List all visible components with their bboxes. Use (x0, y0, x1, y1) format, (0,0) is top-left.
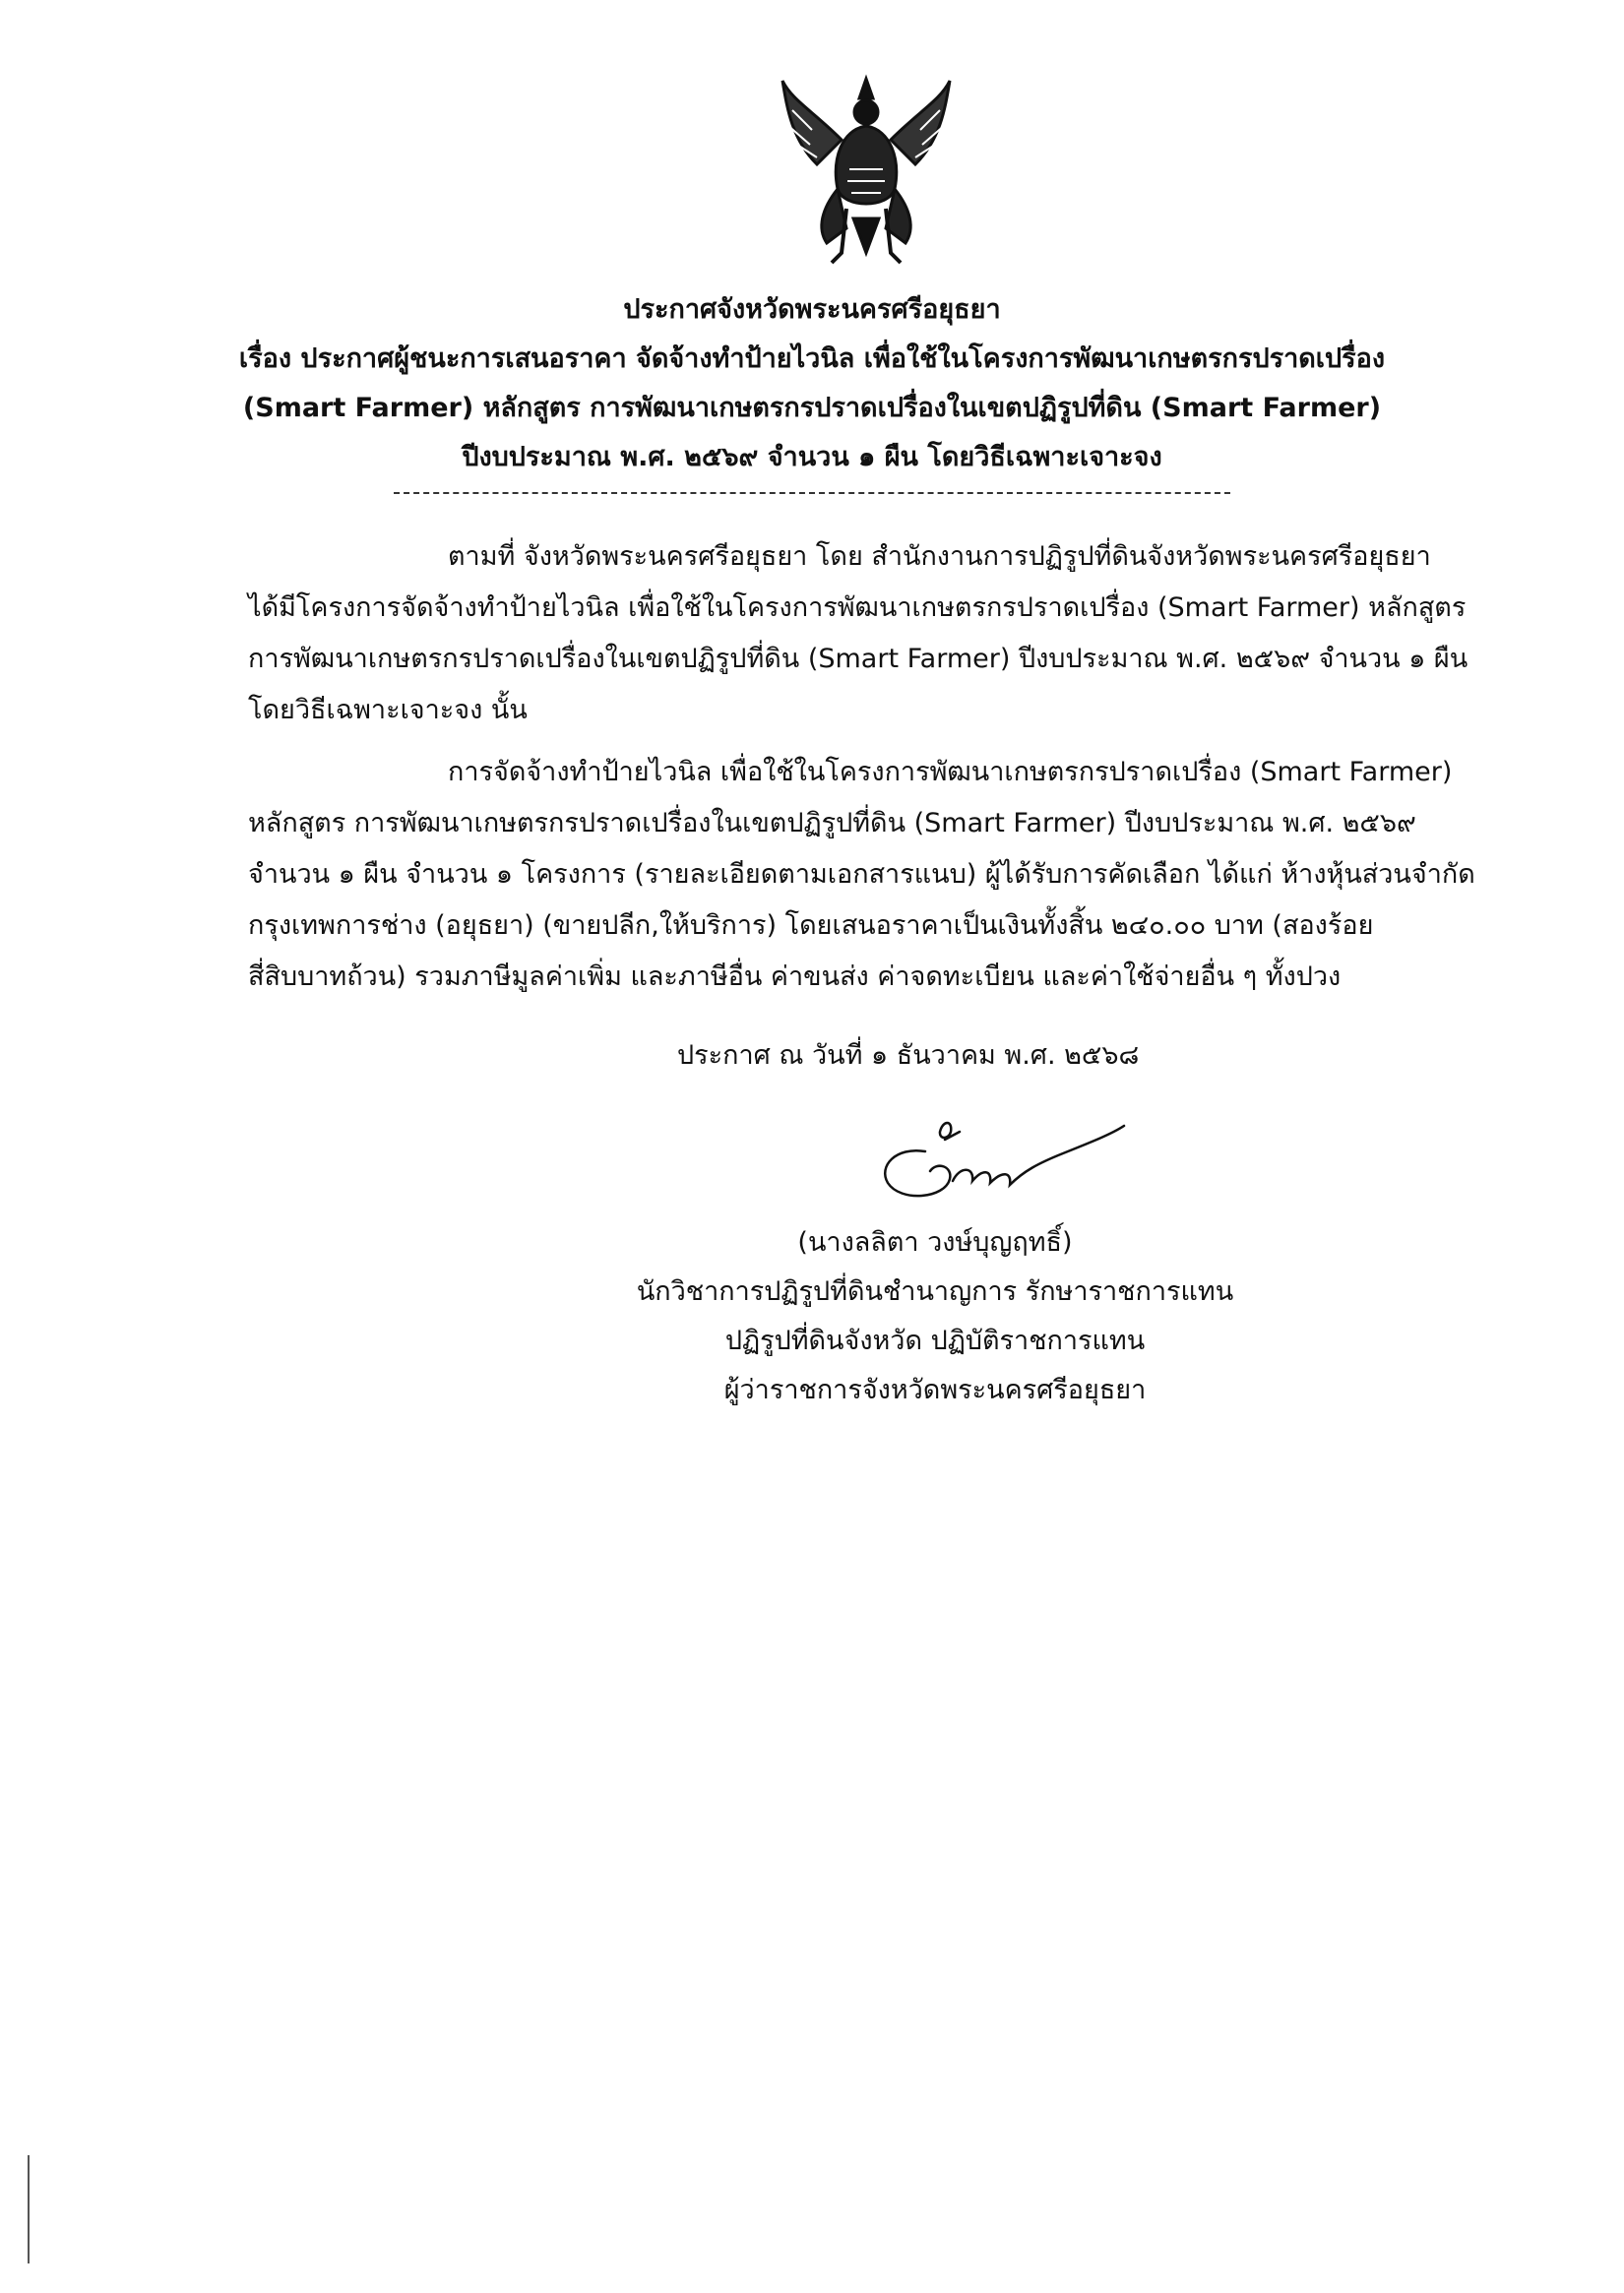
garuda-emblem-icon (773, 71, 960, 268)
divider (394, 492, 1230, 494)
paragraph-2-line: หลักสูตร การพัฒนาเกษตรกรปราดเปรื่องในเขตปฏิรูปที่ดิน (Smart Farmer) ปีงบประมาณ พ.ศ. ๒๕๖๙ (248, 808, 1416, 838)
signatory-title: นักวิชาการปฏิรูปที่ดินชำนาญการ รักษาราชการแทน (636, 1276, 1234, 1307)
paragraph-1-line: การพัฒนาเกษตรกรปราดเปรื่องในเขตปฏิรูปที่ดิน (Smart Farmer) ปีงบประมาณ พ.ศ. ๒๕๖๙ จำนวน ๑ ผืน (248, 644, 1468, 674)
signatory-name: (นางลลิตา วงษ์บุญฤทธิ์) (797, 1227, 1073, 1258)
paragraph-1-line: โดยวิธีเฉพาะเจาะจง นั้น (248, 695, 528, 725)
paragraph-1-line: ตามที่ จังหวัดพระนครศรีอยุธยา โดย สำนักงานการปฏิรูปที่ดินจังหวัดพระนครศรีอยุธยา (448, 541, 1431, 572)
page-title: ประกาศจังหวัดพระนครศรีอยุธยา (623, 294, 1001, 325)
signature (866, 1112, 1132, 1210)
scan-margin-line (28, 2155, 30, 2263)
signatory-title: ปฏิรูปที่ดินจังหวัด ปฏิบัติราชการแทน (724, 1326, 1146, 1356)
signatory-title: ผู้ว่าราชการจังหวัดพระนครศรีอยุธยา (723, 1375, 1147, 1405)
paragraph-2-line: กรุงเทพการช่าง (อยุธยา) (ขายปลีก,ให้บริการ) โดยเสนอราคาเป็นเงินทั้งสิ้น ๒๔๐.๐๐ บาท (สองร้อย (248, 910, 1374, 941)
subject-line: เรื่อง ประกาศผู้ชนะการเสนอราคา จัดจ้างทำป้ายไวนิล เพื่อใช้ในโครงการพัฒนาเกษตรกรปราดเปรื่อง (238, 343, 1386, 374)
announce-date: ประกาศ ณ วันที่ ๑ ธันวาคม พ.ศ. ๒๕๖๘ (677, 1040, 1140, 1071)
paragraph-2-line: สี่สิบบาทถ้วน) รวมภาษีมูลค่าเพิ่ม และภาษีอื่น ค่าขนส่ง ค่าจดทะเบียน และค่าใช้จ่ายอื่น ๆ ทั้งปวง (248, 961, 1342, 992)
paragraph-2-line: จำนวน ๑ ผืน จำนวน ๑ โครงการ (รายละเอียดตามเอกสารแนบ) ผู้ได้รับการคัดเลือก ได้แก่ ห้างหุ้นส่วนจำกัด (248, 859, 1475, 890)
subject-line: (Smart Farmer) หลักสูตร การพัฒนาเกษตรกรปราดเปรื่องในเขตปฏิรูปที่ดิน (Smart Farmer) (242, 393, 1382, 423)
paragraph-2-line: การจัดจ้างทำป้ายไวนิล เพื่อใช้ในโครงการพัฒนาเกษตรกรปราดเปรื่อง (Smart Farmer) (448, 757, 1453, 787)
subject-line: ปีงบประมาณ พ.ศ. ๒๕๖๙ จำนวน ๑ ผืน โดยวิธีเฉพาะเจาะจง (462, 442, 1162, 472)
paragraph-1-line: ได้มีโครงการจัดจ้างทำป้ายไวนิล เพื่อใช้ในโครงการพัฒนาเกษตรกรปราดเปรื่อง (Smart Farmer) หลักสูตร (248, 592, 1467, 623)
